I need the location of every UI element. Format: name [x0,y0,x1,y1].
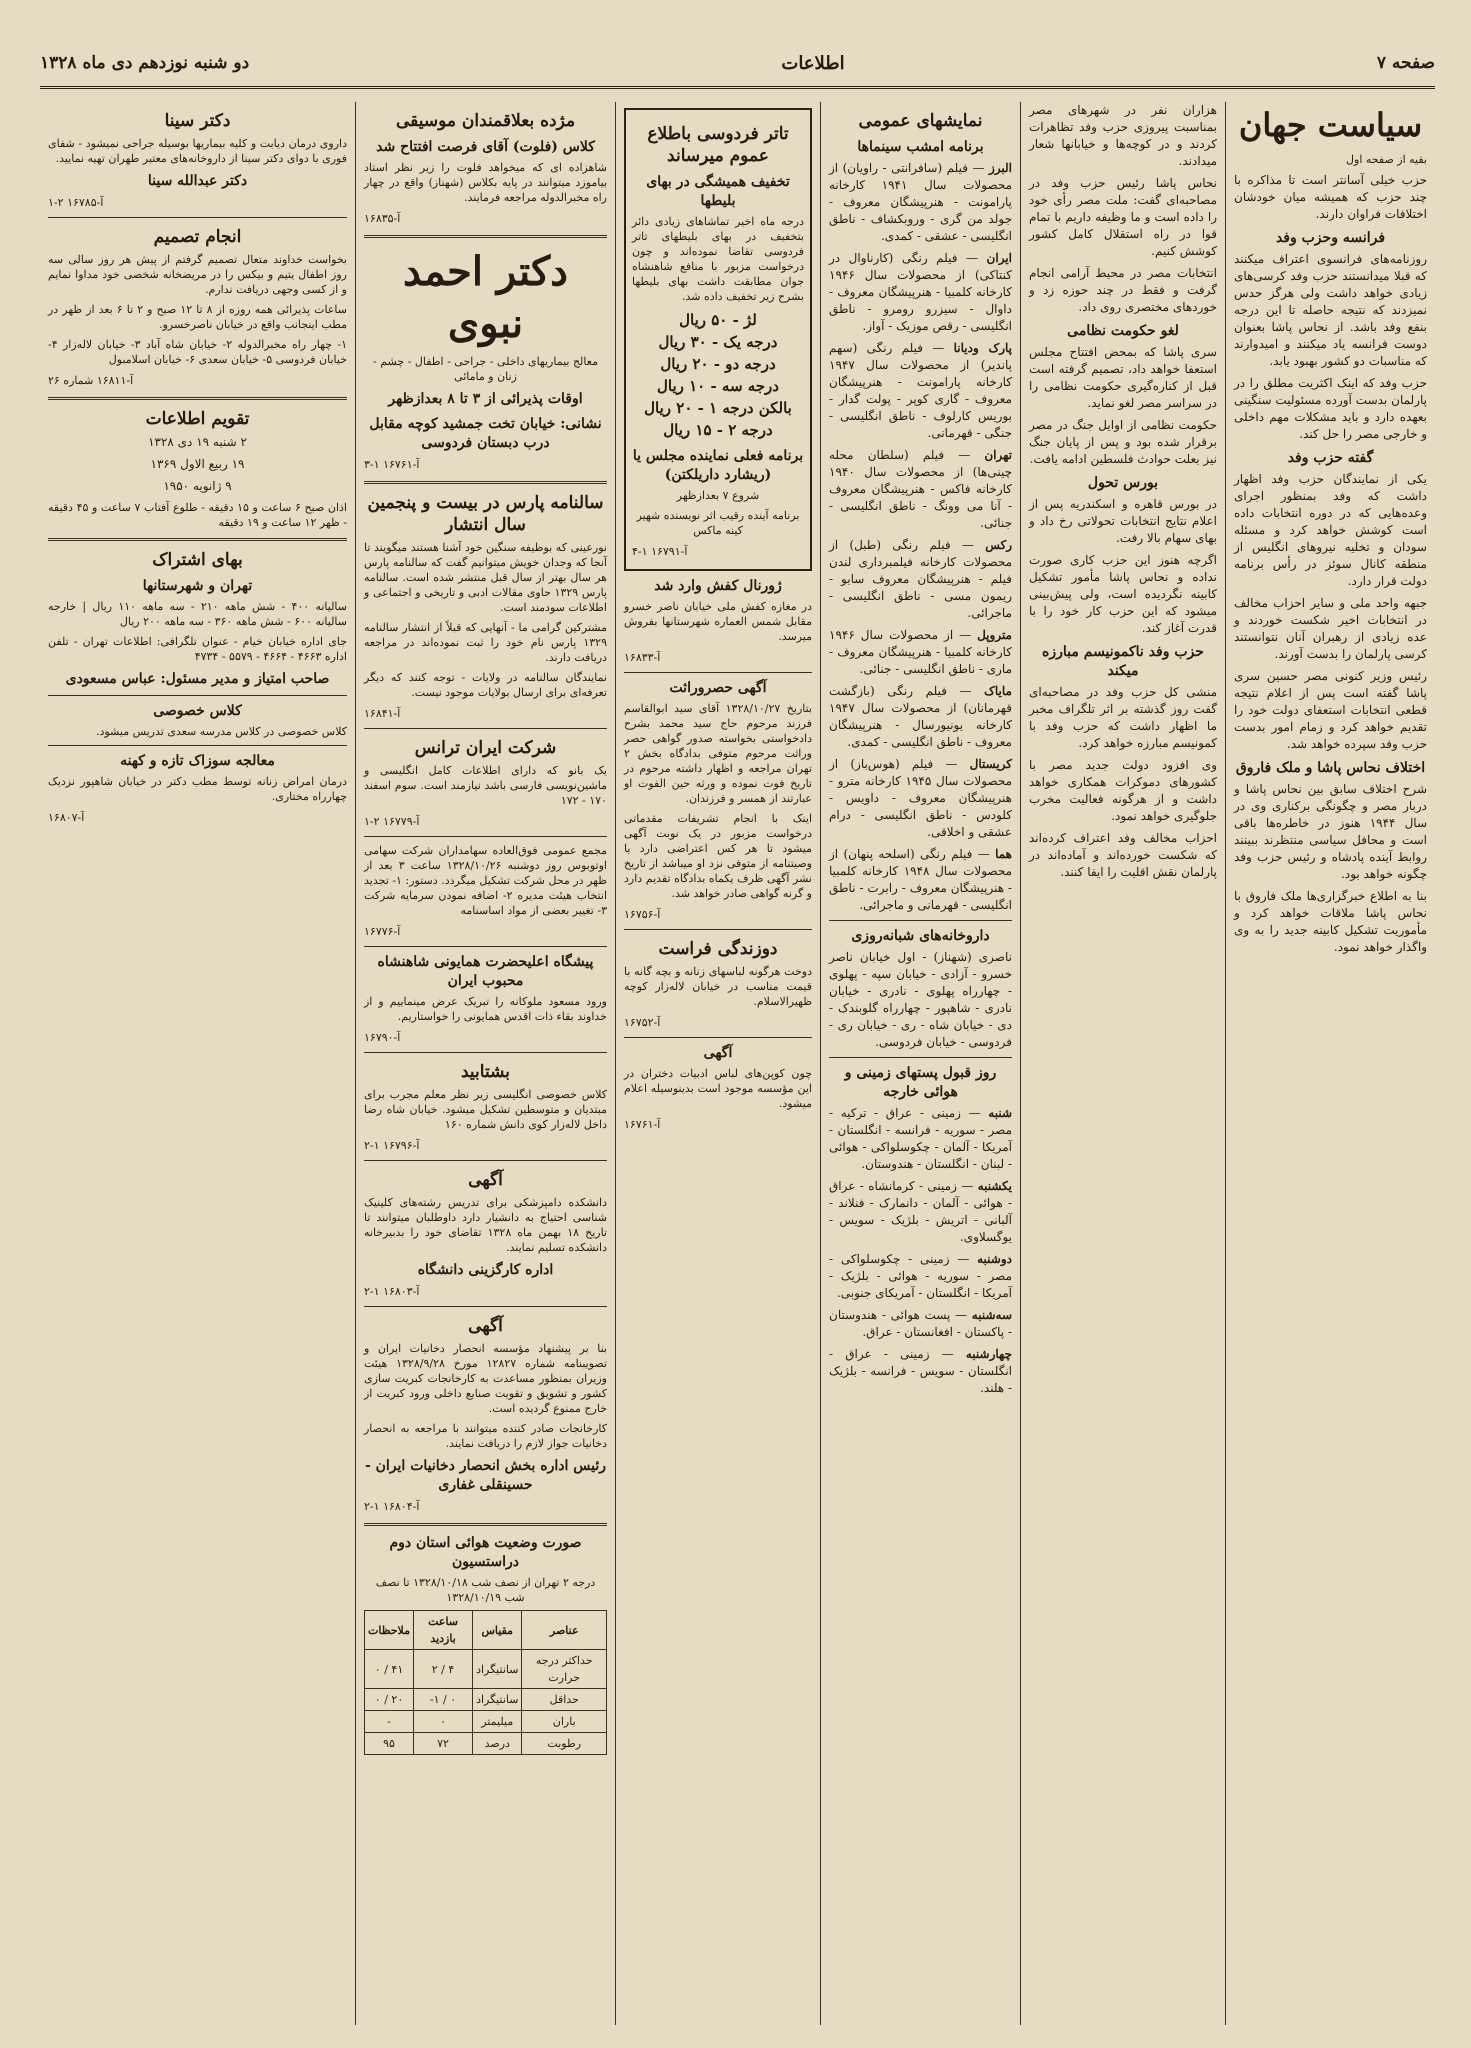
ad-signature: رئیس اداره بخش انحصار دخانیات ایران - حسینقلی غفاری [364,1458,607,1493]
doctor-specialty: معالج بیماریهای داخلی - جراحی - اطفال - چشم - زنان و مامائی [373,355,598,383]
section-heading: آگهی [468,1316,503,1336]
calendar-line: اذان صبح ۶ ساعت و ۱۵ دقیقه - طلوع آفتاب ۷ ساعت و ۴۵ دقیقه - ظهر ۱۲ ساعت و ۱۹ دقیقه [48,501,347,529]
ad-code: آ-۱۶۷۵۲ [624,1016,661,1029]
post-entry: یکشنبه — زمینی - کرمانشاه - عراق - هوائی - آلمان - دانمارک - فنلاند - آلبانی - اتریش - بلژیک - سویس - یوگسلاوی. [829,1179,1012,1244]
section-heading: اختلاف نحاس پاشا و ملک فاروق [1235,760,1426,776]
cinema-name: رکس [985,538,1012,552]
cinema-text: فیلم رنگی (بازگشت قهرمانان) از محصولات سال ۱۹۴۷ کارخانه یونیورسال - هنرپیشگان معروف - ناطق انگلیسی - کمدی. [829,684,1012,749]
divider [364,728,607,729]
pharmacy-list: ناصری (شهناز) - اول خیابان ناصر خسرو - آزادی - خیابان سپه - پهلوی - چهارراه پهلوی - نادری - خیابان نادری - شاهپور - چهارراه گلوبندک - دی - خیابان شاه - ری - خیابان ری - فردوسی - خیابان فردوسی. [829,950,1012,1049]
post-day: چهارشنبه [965,1347,1012,1361]
ad-code: آ-۱۶۷۹۱ ۱-۴ [632,545,688,558]
table-cell: - [365,1711,414,1733]
weather-subtitle: درجه ۲ تهران از نصف شب ۱۳۲۸/۱۰/۱۸ تا نصف شب ۱۳۲۸/۱۰/۱۹ [375,1576,596,1604]
cinema-text: فیلم (سافرانتی - راویان) از محصولات سال ۱۹۴۱ کارخانه پارامونت - هنرپیشگان معروف - جولد من گری - وروبکشاف - ناطق انگلیسی - عشقی - کمدی. [829,161,1013,243]
cinema-name: متروپل [977,628,1012,642]
divider [364,1306,607,1307]
section-heading: آگهی [468,1170,503,1190]
ad-code: آ-۱۶۷۵۶ [624,908,661,921]
ad-text: ۱- چهار راه مخبرالدوله ۲- خیابان شاه آباد ۳- خیابان لاله‌زار ۴- خیابان فردوسی ۵- خیابان سعدی ۶- خیابان اسلامبول [48,338,347,366]
ad-text: درجه ماه اخیر تماشاهای زیادی دائر بتخفیف در بهای بلیطهای تاتر فردوسی تقاضا نموده‌اند و چون درخواست مزبور با منافع شاهنشاه جوان مطابقت داشت بهای بلیطها بشرح زیر تخفیف داده شد. [632,215,804,303]
post-entry: چهارشنبه — زمینی - عراق - انگلستان - سویس - فرانسه - بلژیک - هلند. [829,1347,1012,1395]
page-number: صفحه ۷ [1376,53,1435,73]
office-address: جای اداره خیابان خیام - عنوان تلگرافی: اطلاعات تهران - تلفن اداره ۴۶۶۳ - ۴۶۶۴ - ۵۵۷۹ - ۴۷۳۴ [48,635,347,663]
cinema-name: کریستال [969,757,1012,771]
column-title: نمایشهای عمومی [858,111,983,131]
table-cell: ۴ / ۲ [414,1650,473,1689]
calendar-line: ۹ ژانویه ۱۹۵۰ [163,479,232,493]
post-text: پست هوائی - هندوستان - پاکستان - افغانستان - عراق. [829,1308,1012,1339]
table-cell: ۴۱ / ۰ [365,1650,414,1689]
ad-code: آ-۱۶۷۷۶ [364,925,401,938]
price-line: درجه دو - ۲۰ ریال [660,355,776,373]
weather-table [364,1610,607,1755]
post-text: زمینی - چکوسلواکی - مصر - سوریه - هوائی - بلژیک - آمریکا - انگلستان - آمریکای جنوبی. [829,1252,1012,1300]
ad-subtitle: تخفیف همیشگی در بهای بلیطها [646,174,790,209]
section-heading: آگهی [703,1045,733,1061]
subscription-title: بهای اشتراک [152,550,243,570]
table-cell: ۰ / ۱- [414,1689,473,1711]
divider [364,235,607,238]
section-heading: کلاس خصوصی [153,703,242,719]
table-header: مقیاس [473,1611,522,1650]
section-heading: شرکت ایران ترانس [414,738,557,758]
post-day: سه‌شنبه [971,1308,1012,1322]
table-cell: سانتیگراد [473,1650,522,1689]
table-cell: ۷۲ [414,1733,473,1755]
ad-text: بتاریخ ۱۳۲۸/۱۰/۲۷ آقای سید ابوالقاسم فرزند مرحوم حاج سید محمد بشرح دادخواستی بخواسته صدور گواهی حصر وراثت مرحوم متوفی بدادگاه بخش ۲ تهران مراجعه و اظهار داشته مرحوم در تاریخ فوت نموده و ورثه حین الفوت او عبارتند از همسر و فرزندان. [624,702,812,805]
cinema-text: فیلم رنگی (طبل) از محصولات کارخانه فیلمبرداری لندن فیلم - هنرپیشگان معروف سابو - ریمون مسی - ناطق انگلیسی - ماجرائی. [829,538,1012,620]
post-text: زمینی - عراق - ترکیه - مصر - سوریه - فرانسه - انگلستان - آمریکا - آلمان - چکوسلواکی - هوائی - لبنان - انگلستان - هندوستان. [829,1106,1012,1171]
theater-ad [624,108,812,571]
section-heading: سالنامه پارس در بیست و پنجمین سال انتشار [367,493,604,535]
cinema-name: ایران [986,251,1012,265]
post-day: دوشنبه [977,1252,1012,1266]
column-world-politics [1225,102,1435,2025]
paragraph: حزب وفد که اینک اکثریت مطلق را در پارلمان بدست آورده مسئولیت سنگینی بعهده دارد و باید مشکلات مهم داخلی و خارجی مصر را حل کند. [1234,376,1427,441]
ad-code: آ-۱۶۸۰۴ ۱-۲ [364,1500,420,1513]
paragraph: هزاران نفر در شهرهای مصر بمناسبت پیروزی حزب وفد تظاهرات کردند و در کوچه‌ها و خیابانها شعار میدادند. [1029,103,1217,168]
ad-text: یک بانو که دارای اطلاعات کامل انگلیسی و ماشین‌نویسی فارسی باشد نیازمند است. سوم اسفند ۱۷۰ - ۱۷۲ [364,764,607,807]
ad-text: مشترکین گرامی ما - آنهایی که قبلاً از انتشار سالنامه ۱۳۲۹ پارس نام خود را ثبت نموده‌اند در مراجعه دریافت دارند. [364,621,607,664]
paragraph: احزاب مخالف وفد اعتراف کرده‌اند که شکست خورده‌اند و آماده‌اند در پارلمان نقش اقلیت را ایفا کنند. [1029,831,1217,879]
section-heading: گفته حزب وفد [1287,450,1374,466]
ad-text: درمان امراض زنانه توسط مطب دکتر در خیابان شاهپور نزدیک چهارراه مختاری. [48,775,347,803]
price-line: درجه یک - ۳۰ ریال [658,333,778,351]
divider [624,1037,812,1038]
paragraph: حکومت نظامی از اوایل جنگ در مصر برقرار شده بود و پس از پایان جنگ نیز بعلت حوادث فلسطین ادامه یافت. [1029,418,1217,466]
ad-signature: دکتر عبدالله سینا [147,173,248,189]
ad-code: آ-۱۶۷۸۵ ۲-۱ [48,196,104,209]
ad-text: بخواست خداوند متعال تصمیم گرفتم از پیش هر روز سالی سه روز اطفال یتیم و بیکس را در مریضخانه شخصی خود مداوا نمایم و از کسی وجهی دریافت ندارم. [48,253,347,296]
ad-code: آ-۱۶۸۰۷ [48,811,85,824]
cinema-entry: هما — فیلم رنگی (اسلحه پنهان) از محصولات سال ۱۹۴۸ کارخانه کلمبیا - هنرپیشگان معروف - رابرت - ناطق انگلیسی - قهرمانی و ماجرائی. [829,847,1012,912]
section-heading: لغو حکومت نظامی [1067,323,1179,339]
program-next: برنامه آینده رقیب اثر نویسنده شهیر کینه ماکس [636,509,800,537]
table-header: ملاحظات [365,1611,414,1650]
section-heading: پیشگاه اعلیحضرت همایونی شاهنشاه محبوب ایران [377,954,594,989]
table-cell: میلیمتر [473,1711,522,1733]
divider [364,1160,607,1161]
divider [48,217,347,218]
owner-line: صاحب امتیاز و مدیر مسئول: عباس مسعودی [65,671,330,687]
cinema-text: فیلم (هوس‌باز) از محصولات سال ۱۹۴۵ کارخانه مترو - هنرپیشگان معروف - داویس - کلودس - ناطق انگلیسی - درام عشقی و اخلاقی. [829,757,1012,839]
cinema-name: تهران [984,448,1012,462]
ad-text: داروی درمان دیابت و کلیه بیماریها بوسیله جراحی نمیشود - شفای فوری با دوای دکتر سینا از داروخانه‌های معتبر طهران تهیه نمایید. [48,137,347,165]
masthead [40,40,1435,89]
column-misc [40,102,355,2025]
table-row [365,1689,607,1711]
post-entry: شنبه — زمینی - عراق - ترکیه - مصر - سوریه - فرانسه - انگلستان - آمریکا - آلمان - چکوسلواکی - هوائی - لبنان - انگلستان - هندوستان. [829,1106,1012,1171]
ad-text: نمایندگان سالنامه در ولایات - توجه کنند که دیگر تعرفه‌ای برای ارسال بولایات موجود نیست. [364,671,607,699]
table-cell: حداکثر درجه حرارت [522,1650,607,1689]
table-cell: ۲۰ / ۰ [365,1689,414,1711]
column-ads [355,102,615,2025]
post-day: یکشنبه [977,1179,1012,1193]
column-public-shows [820,102,1020,2025]
table-cell: حداقل [522,1689,607,1711]
divider [48,745,347,746]
table-header: عناصر [522,1611,607,1650]
post-entry: دوشنبه — زمینی - چکوسلواکی - مصر - سوریه - هوائی - بلژیک - آمریکا - انگلستان - آمریکای جنوبی. [829,1252,1012,1300]
divider [364,1523,607,1526]
paragraph: شرح اختلاف سابق بین نحاس پاشا و دربار مصر و چگونگی برکناری وی در سال ۱۹۴۴ هنوز در خاطره‌ها باقی است و محافل سیاسی منتظرند ببینند روابط آینده پادشاه و رئیس حزب وفد چگونه خواهد بود. [1234,782,1428,881]
divider [364,946,607,947]
calendar-line: ۱۹ ربیع الاول ۱۳۶۹ [150,457,245,471]
table-cell: سانتیگراد [473,1689,522,1711]
section-heading: فرانسه وحزب وفد [1275,230,1386,246]
ad-code: آ-۱۶۷۶۱ [624,1118,661,1131]
cinema-name: البرز [988,161,1012,175]
paragraph: انتخابات مصر در محیط آرامی انجام گرفت و فقط در چند حوزه زد و خوردهای مختصری روی داد. [1029,266,1217,314]
table-header-row [365,1611,607,1650]
issue-date: دو شنبه نوزدهم دی ماه ۱۳۲۸ [40,53,250,73]
table-header: ساعت بازدید [414,1611,473,1650]
ad-text: کلاس خصوصی انگلیسی زیر نظر معلم مجرب برای مبتدیان و متوسطین تشکیل میشود. خیابان شاه رضا داخل لاله‌زار کوی دانش شماره ۱۶۰ [364,1088,607,1131]
ad-signature: اداره کارگزینی دانشگاه [417,1262,554,1278]
column-ferdowsi-theater [615,102,820,2025]
divider [48,538,347,541]
subscription-rates: سالیانه ۴۰۰ - شش ماهه ۲۱۰ - سه ماهه ۱۱۰ ریال | خارجه سالیانه ۶۰۰ - شش ماهه ۳۶۰ - سه ماهه ۲۰۰ ریال [48,600,348,628]
section-heading: مژده بعلاقمندان موسیقی [395,111,576,131]
cinema-entry: مایاک — فیلم رنگی (بازگشت قهرمانان) از محصولات سال ۱۹۴۷ کارخانه یونیورسال - هنرپیشگان معروف - ناطق انگلیسی - کمدی. [829,684,1012,749]
divider [829,920,1012,921]
ad-code: آ-۱۶۷۷۹ ۲-۱ [364,815,420,828]
cinema-entry: ایران — فیلم رنگی (کارناوال در کنتاکی) از محصولات سال ۱۹۴۶ کارخانه کلمبیا - هنرپیشگان معروف - داوال - سیزرو رومرو - ناطق انگلیسی - رقص موزیک - آواز. [829,251,1012,333]
ad-code: آ-۱۶۸۳۵ [364,212,401,225]
divider [48,397,347,400]
cinema-text: از محصولات سال ۱۹۴۶ کارخانه کلمبیا - هنرپیشگان معروف - ماری - ناطق انگلیسی - جنائی. [829,628,1012,676]
section-heading: برنامه امشب سینماها [857,139,984,155]
section-heading: بورس تحول [1087,475,1159,491]
divider [624,672,812,673]
table-cell: باران [522,1711,607,1733]
divider [48,695,347,696]
paragraph: یکی از نمایندگان حزب وفد اظهار داشت که وفد بمنظور اجرای وعده‌هایی که در دوره انتخابات داده است کوشش خواهد کرد و مسئله سودان و تخلیه نیروهای انگلیس از منطقه کانال سوئز در رأس برنامه دولت قرار دارد. [1234,472,1427,588]
section-heading: بشتابید [461,1062,510,1082]
ad-code: آ-۱۶۸۳۳ [624,651,661,664]
price-line: بالکن درجه ۱ - ۲۰ ریال [644,399,792,417]
paragraph: نحاس پاشا رئیس حزب وفد در مصاحبه‌ای گفت: ملت مصر رأی خود را داده است و ما وظیفه داریم با تمام قوا در راه استقلال کامل کشور کوشش کنیم. [1029,176,1217,258]
ad-text: کلاس خصوصی در کلاس مدرسه سعدی تدریس میشود. [95,725,347,738]
calendar-line: ۲ شنبه ۱۹ دی ۱۳۲۸ [148,435,247,449]
post-text: زمینی - کرمانشاه - عراق - هوائی - آلمان - دانمارک - فنلاند - آلبانی - اتریش - بلژیک - سویس - یوگسلاوی. [829,1179,1012,1244]
paragraph: جبهه واحد ملی و سایر احزاب مخالف در انتخابات اخیر شکست خوردند و عده زیادی از رهبران آنان نتوانستند کرسی پارلمان را بدست آورند. [1234,596,1427,661]
ad-text: بنا بر پیشنهاد مؤسسه انحصار دخانیات ایران و تصویبنامه شماره ۱۲۸۲۷ مورخ ۱۳۲۸/۹/۲۸ هیئت وزیران بمنظور مساعدت به کارخانجات کبریت سازی کشور و تشویق و تقویت صنایع داخلی ورود کبریت از خارج ممنوع گردیده است. [364,1342,608,1415]
cinema-list [829,160,1012,914]
post-entry: سه‌شنبه — پست هوائی - هندوستان - پاکستان - افغانستان - عراق. [829,1308,1012,1339]
section-heading: روز قبول پستهای زمینی و هوائی خارجه [844,1065,997,1100]
paragraph: روزنامه‌های فرانسوی اعتراف میکنند که قبلا میدانستند حزب وفد کرسی‌های زیادی خواهد داشت ولی هرگز حدس نمیزدند که نتیجه حاصله تا این درجه بنفع وفد باشد. از نحاس پاشا بعنوان دوست فرانسه یاد میکنند و امیدوارند که مناسبات دو کشور بهبود یابد. [1234,252,1427,368]
paragraph: در بورس قاهره و اسکندریه پس از اعلام نتایج انتخابات تحولاتی رخ داد و بهای سهام بالا رفت. [1029,497,1217,545]
section-heading: آگهی حصروراثت [669,680,767,696]
price-line: درجه ۲ - ۱۵ ریال [663,421,773,439]
program-now: برنامه فعلی نماینده مجلس یا (ریشارد داریلکتن) [632,448,804,483]
price-line: درجه سه - ۱۰ ریال [657,377,779,395]
divider [364,1052,607,1053]
cinema-text: فیلم رنگی (سهم پاندیر) از محصولات سال ۱۹۴۷ کارخانه پارامونت - هنرپیشگان معروف - گاری کوپر - پولت گدار - بوریس کارلوف - ناطق انگلیسی - جنگی - قهرمانی. [829,341,1012,440]
table-cell: رطوبت [522,1733,607,1755]
paragraph: سری پاشا که بمحض افتتاح مجلس استعفا خواهد داد، تصمیم گرفته است قبل از کناره‌گیری حکومت نظامی را در سراسر مصر لغو نماید. [1029,345,1217,410]
cinema-text: فیلم (سلطان محله چینی‌ها) از محصولات سال ۱۹۴۰ کارخانه فاکس - هنرپیشگان معروف - آنا می وونگ - ناطق انگلیسی - جنائی. [829,448,1012,530]
section-heading: حزب وفد ناکمونیسم مبارزه میکند [1042,644,1204,679]
table-row [365,1650,607,1689]
show-time: شروع ۷ بعدازظهر [676,489,760,502]
divider [364,481,607,484]
ad-text: شاهزاده ای که میخواهد فلوت را زیر نظر استاد بیاموزد میتوانند در پایه بکلاس (شهناز) واقع در چهار راه مخبرالدوله مراجعه فرمایند. [364,161,607,204]
weather-title: صورت وضعیت هوائی استان دوم دراستسیون [389,1535,582,1570]
divider [624,929,812,930]
paragraph: وی افزود دولت جدید مصر با کشورهای دموکرات همکاری خواهد داشت و از هرگونه فعالیت مخرب جلوگیری خواهد نمود. [1029,758,1217,823]
cinema-entry: کریستال — فیلم (هوس‌باز) از محصولات سال ۱۹۴۵ کارخانه مترو - هنرپیشگان معروف - داویس - کلودس - ناطق انگلیسی - درام عشقی و اخلاقی. [829,757,1012,839]
ad-text: ساعات پذیرائی همه روزه از ۸ تا ۱۲ صبح و ۲ تا ۶ بعد از ظهر در مطب اینجانب واقع در خیابان ناصرخسرو. [48,303,348,331]
ad-code: آ-۱۶۸۱۱ شماره ۲۶ [48,374,134,387]
cinema-entry: البرز — فیلم (سافرانتی - راویان) از محصولات سال ۱۹۴۱ کارخانه پارامونت - هنرپیشگان معروف - جولد من گری - وروبکشاف - ناطق انگلیسی - عشقی - کمدی. [829,161,1013,243]
doctor-address: نشانی: خیابان تخت جمشید کوچه مقابل درب دبستان فردوسی [369,416,602,451]
ad-text: مجمع عمومی فوق‌العاده سهامداران شرکت سهامی اوتوبوس روز دوشنبه ۱۳۲۸/۱۰/۲۶ ساعت ۳ بعد از ظهر در محل شرکت تشکیل میگردد. دستور: ۱- تجدید انتخاب هیئت مدیره ۲- اضافه نمودن سرمایه شرکت ۳- تغییر بعضی از مواد اساسنامه [364,844,607,917]
section-heading: انجام تصمیم [153,227,242,247]
cinema-entry: تهران — فیلم (سلطان محله چینی‌ها) از محصولات سال ۱۹۴۰ کارخانه فاکس - هنرپیشگان معروف - آنا می وونگ - ناطق انگلیسی - جنائی. [829,448,1012,530]
paragraph: منشی کل حزب وفد در مصاحبه‌ای گفت روز گذشته بر اثر تلگراف مخبر ما اظهار داشت که حزب وفد با کمونیسم مبارزه خواهد کرد. [1029,685,1217,750]
paragraph: رئیس وزیر کنونی مصر حسین سری پاشا گفته است پس از اعلام نتیجه قطعی انتخابات استعفای دولت خود را تقدیم خواهد کرد و زمام امور بدست حزب وفد سپرده خواهد شد. [1234,669,1427,751]
table-row [365,1711,607,1733]
ad-code: آ-۱۶۸۴۱ [364,707,401,720]
section-subheading: کلاس (فلوت) آقای فرصت افتتاح شد [376,139,595,155]
ad-text: کارخانجات صادر کننده میتوانند با مراجعه به انحصار دخانیات جواز لازم را دریافت نمایند. [364,1422,607,1450]
continuation-note: بقیه از صفحه اول [1346,153,1427,166]
cinema-name: هما [995,847,1012,861]
table-cell: درصد [473,1733,522,1755]
calendar-title: تقویم اطلاعات [145,409,250,429]
ad-code: آ-۱۶۷۹۶ ۱-۲ [364,1139,420,1152]
newspaper-page [40,40,1435,2025]
table-cell: ۹۵ [365,1733,414,1755]
cinema-name: مایاک [984,684,1012,698]
ad-code: آ-۱۶۷۹۰ [364,1031,401,1044]
cinema-entry: رکس — فیلم رنگی (طبل) از محصولات کارخانه فیلمبرداری لندن فیلم - هنرپیشگان معروف سابو - ریمون مسی - ناطق انگلیسی - ماجرائی. [829,538,1012,620]
divider [829,1057,1012,1058]
section-heading: دوزندگی فراست [658,939,778,959]
table-row [365,1733,607,1755]
ad-text: دانشکده دامپزشکی برای تدریس رشته‌های کلینیک شناسی احتیاج به دانشیار دارد داوطلبان میتوانند تا تاریخ ۱۸ بهمن ماه ۱۳۲۸ تقاضای خود را بدبیرخانه دانشکده تسلیم نمایند. [364,1196,607,1254]
ad-text: ورود مسعود ملوکانه را تبریک عرض مینماییم و از خداوند بقاء ذات اقدس همایونی را خواستاریم. [364,995,607,1023]
section-heading: ژورنال کفش وارد شد [654,578,782,594]
paragraph: حزب خیلی آسانتر است تا مذاکره با چند حزب که همیشه میان خودشان اختلافات فراوان دارند. [1234,173,1427,221]
cinema-entry: پارک ودیانا — فیلم رنگی (سهم پاندیر) از محصولات سال ۱۹۴۷ کارخانه پارامونت - هنرپیشگان معروف - گاری کوپر - پولت گدار - بوریس کارلوف - ناطق انگلیسی - جنگی - قهرمانی. [829,341,1012,440]
ad-text: نورعینی که بوظیفه سنگین خود آشنا هستند میگویند تا آنجا که وجدان خویش میتوانیم گفت که سالنامه پارس هر سال بهتر از سال قبل منتشر شده است. سالنامه پارس ۱۳۲۹ حاوی مقالات ادبی و تاریخی و اجتماعی و اطلاعات سودمند است. [364,541,607,614]
doctor-name: دکتر احمد نبوی [403,248,568,347]
section-heading: دکتر سینا [164,111,231,131]
table-cell: ۰ [414,1711,473,1733]
post-day: شنبه [988,1106,1012,1120]
ad-code: آ-۱۶۸۰۳ ۱-۲ [364,1285,420,1298]
column-world-politics-cont [1020,102,1225,2025]
ad-text: دوخت هرگونه لباسهای زنانه و بچه گانه با قیمت مناسب در خیابان لاله‌زار کوچه ظهیرالاسلام. [624,965,812,1008]
paper-name: اطلاعات [781,52,845,74]
divider [364,836,607,837]
section-heading: داروخانه‌های شبانه‌روزی [851,928,990,944]
subscription-subtitle: تهران و شهرستانها [142,578,253,594]
price-line: لژ - ۵۰ ریال [679,311,757,329]
ad-code: آ-۱۶۷۶۱ ۱-۳ [364,458,420,471]
section-heading: معالجه سوزاک تازه و کهنه [120,753,275,769]
post-text: زمینی - عراق - انگلستان - سویس - فرانسه - بلژیک - هلند. [829,1347,1012,1395]
ad-text: اینک با انجام تشریفات مقدماتی درخواست مزبور در یک نوبت آگهی میشود تا هر کس اعتراضی دارد یا وصیتنامه از متوفی نزد او میباشد از تاریخ نشر آگهی ظرف یکماه بدادگاه تقدیم دارد و گرنه گواهی صادر خواهد شد. [624,812,812,900]
column-title: سیاست جهان [1238,106,1423,144]
ad-text: در مغازه کفش ملی خیابان ناصر خسرو مقابل شمس العماره شهرستانها بفروش میرسد. [624,600,812,643]
cinema-text: فیلم رنگی (اسلحه پنهان) از محصولات سال ۱۹۴۸ کارخانه کلمبیا - هنرپیشگان معروف - رابرت - ناطق انگلیسی - قهرمانی و ماجرائی. [829,847,1012,912]
cinema-text: فیلم رنگی (کارناوال در کنتاکی) از محصولات سال ۱۹۴۶ کارخانه کلمبیا - هنرپیشگان معروف - داوال - سیزرو رومرو - ناطق انگلیسی - رقص موزیک - آواز. [829,251,1012,333]
doctor-hours: اوقات پذیرائی از ۳ تا ۸ بعدازظهر [388,391,583,407]
cinema-name: پارک ودیانا [953,341,1012,355]
paragraph: بنا به اطلاع خبرگزاری‌ها ملک فاروق با نحاس پاشا ملاقات خواهد کرد و مأموریت تشکیل کابینه جدید را به وی واگذار خواهد نمود. [1234,889,1427,954]
ad-text: چون کوپن‌های لباس ادبیات دختران در این مؤسسه موجود است بدینوسیله اعلام میشود. [624,1067,812,1110]
cinema-entry: متروپل — از محصولات سال ۱۹۴۶ کارخانه کلمبیا - هنرپیشگان معروف - ماری - ناطق انگلیسی - جنائی. [829,628,1012,676]
ad-title: تاتر فردوسی باطلاع عموم میرساند [647,124,789,166]
paragraph: اگرچه هنوز این حزب کاری صورت نداده و نحاس پاشا مأمور تشکیل کابینه نگردیده است، ولی پیش‌بینی میشود که این حزب کار خود را با قدرت آغاز کند. [1029,553,1217,635]
